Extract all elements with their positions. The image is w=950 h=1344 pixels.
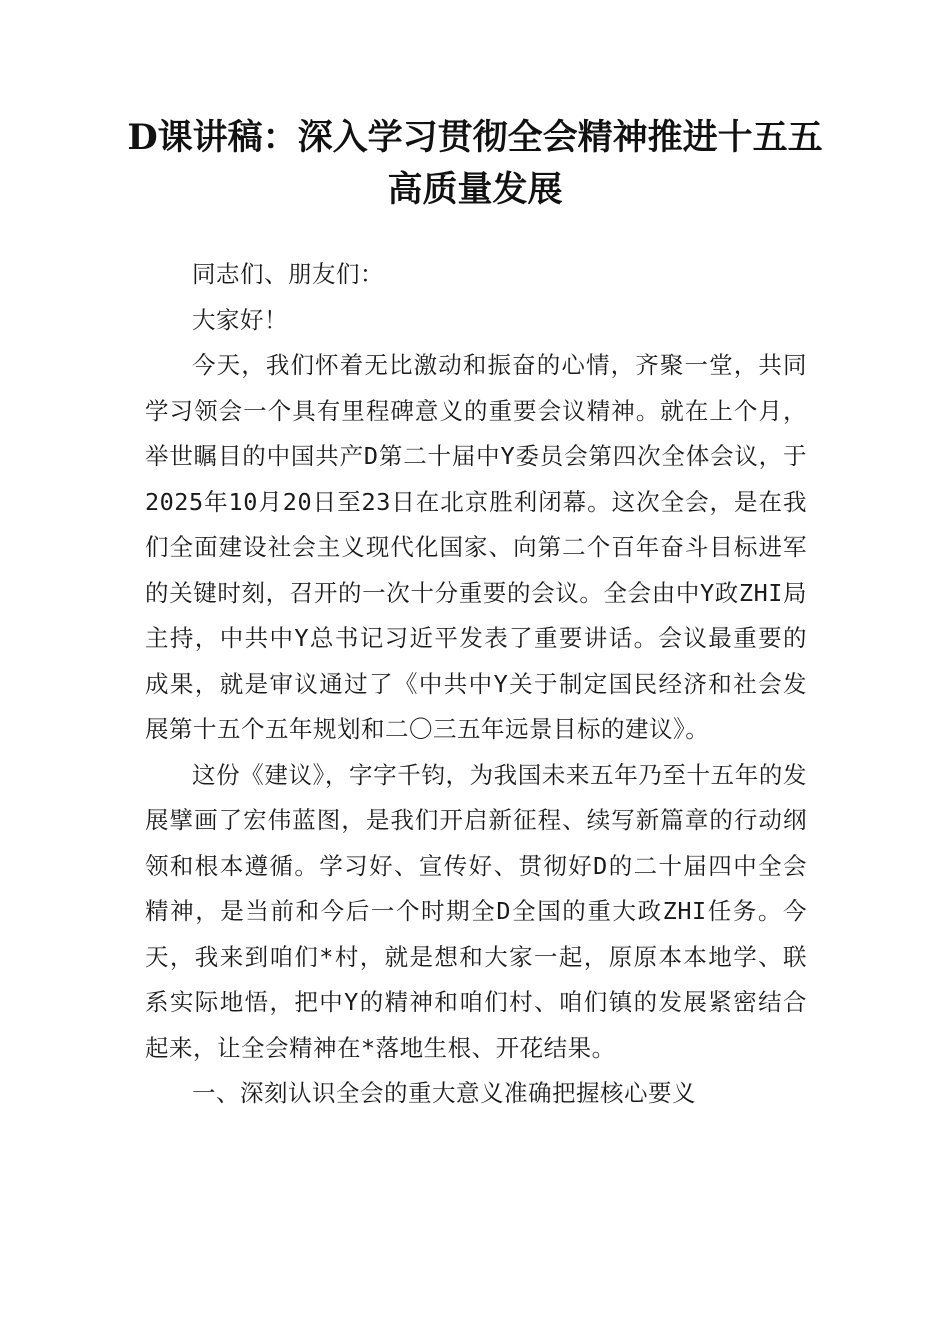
body-paragraph: 这份《建议》，字字千钧，为我国未来五年乃至十五年的发展擘画了宏伟蓝图，是我们开启新征程、续写新篇章的行动纲领和根本遵循。学习好、宣传好、贯彻好D的二十届四中全会精神，是当前和今后一个时期全D全国的重大政ZHI任务。今天，我来到咱们*村，就是想和大家一起，原原本本地学、联系实际地悟，把中Y的精神和咱们村、咱们镇的发展紧密结合起来，让全会精神在*落地生根、开花结果。 [145, 760, 807, 1062]
salutation: 同志们、朋友们： [192, 260, 384, 288]
greeting: 大家好！ [192, 305, 288, 334]
body-paragraph: 今天，我们怀着无比激动和振奋的心情，齐聚一堂，共同学习领会一个具有里程碑意义的重要会议精神。就在上个月，举世瞩目的中国共产D第二十届中Y委员会第四次全体会议，于2025年10月20日至23日在北京胜利闭幕。这次全会，是在我们全面建设社会主义现代化国家、向第二个百年奋斗目标进军的关键时刻，召开的一次十分重要的会议。全会由中Y政ZHI局主持，中共中Y总书记习近平发表了重要讲话。会议最重要的成果，就是审议通过了《中共中Y关于制定国民经济和社会发展第十五个五年规划和二〇三五年远景目标的建议》。 [145, 351, 807, 743]
document-body [145, 252, 807, 1117]
section-heading: 一、深刻认识全会的重大意义准确把握核心要义 [192, 1079, 696, 1107]
document-title: D课讲稿：深入学习贯彻全会精神推进十五五高质量发展 [127, 117, 823, 210]
